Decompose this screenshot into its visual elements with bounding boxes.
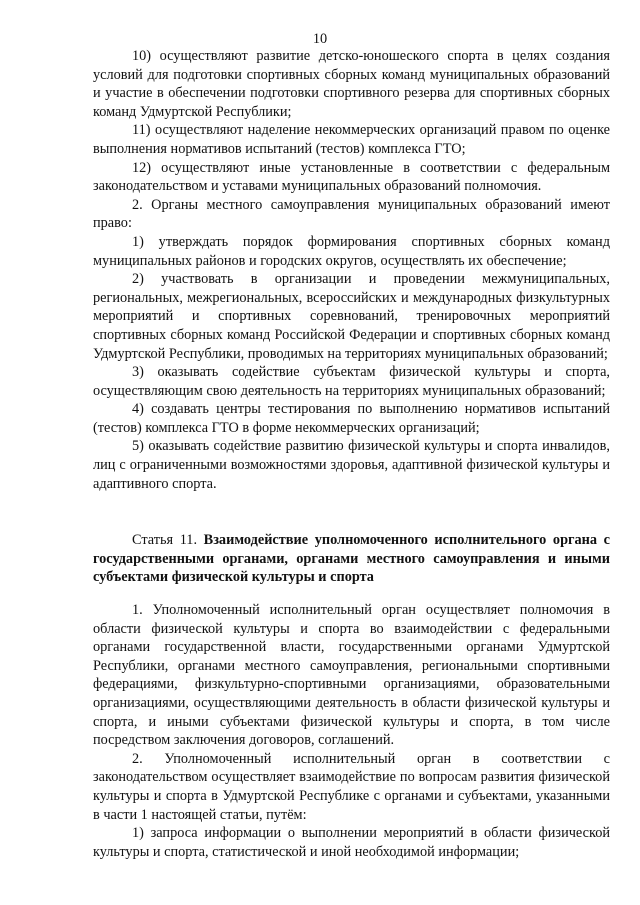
article-title: Взаимодействие уполномоченного исполнительного органа с государственными органами, органами местного самоуправления и иными субъектами физической культуры и спорта (93, 532, 611, 586)
article-label: Статья 11. (132, 532, 198, 548)
paragraph-part-2: 2. Органы местного самоуправления муниципальных образований имеют право: (93, 196, 610, 232)
article-paragraph-2: 2. Уполномоченный исполнительный орган в соответствии с законодательством осуществляет взаимодействие по вопросам развития физической культуры и спорта в Удмуртской Республике с органами и субъектами, указанными в части 1 настоящей статьи, путём: (93, 750, 610, 823)
article-heading-block (93, 531, 610, 587)
article-subitem-1: 1) запроса информации о выполнении мероприятий в области физической культуры и спорта, статистической и иной необходимой информации; (93, 825, 610, 860)
paragraph-item-10: 10) осуществляют развитие детско-юношеского спорта в целях создания условий для подготовки спортивных сборных команд муниципальных образований и участие в обеспечении подготовки спортивного резерва для спортивных сборных команд Удмуртской Республики; (93, 48, 610, 120)
law-items-block (93, 47, 610, 493)
article-paragraph-1: 1. Уполномоченный исполнительный орган осуществляет полномочия в области физической культуры и спорта во взаимодействии с федеральными органами государственной власти, государственными органами Удмуртской Республики, органами местного самоуправления, региональными спортивными федерациями, физкультурно-спортивными организациями, образовательными организациями, осуществляющими деятельность в области физической культуры и спорта, и иными субъектами физической культуры и спорта, в том числе посредством заключения договоров, соглашений. (93, 602, 610, 749)
paragraph-right-1: 1) утверждать порядок формирования спортивных сборных команд муниципальных районов и городских округов, осуществлять их обеспечение; (93, 233, 610, 269)
article-body-block (93, 601, 610, 861)
paragraph-right-5: 5) оказывать содействие развитию физической культуры и спорта инвалидов, лиц с ограниченными возможностями здоровья, адаптивной физической культуры и адаптивного спорта. (93, 438, 610, 492)
paragraph-item-12: 12) осуществляют иные установленные в соответствии с федеральным законодательством и уставами муниципальных образований полномочия. (93, 159, 610, 195)
paragraph-right-2: 2) участвовать в организации и проведении межмуниципальных, региональных, межрегиональных, всероссийских и международных физкультурных мероприятий и спортивных соревнований, тренировочных мероприятий спортивных сборных команд Российской Федерации и спортивных сборных команд Удмуртской Республики, проводимых на территориях муниципальных образований; (93, 271, 610, 362)
page-number: 10 (312, 31, 328, 47)
paragraph-right-4: 4) создавать центры тестирования по выполнению нормативов испытаний (тестов) комплекса ГТО в форме некоммерческих организаций; (93, 401, 610, 436)
paragraph-right-3: 3) оказывать содействие субъектам физической культуры и спорта, осуществляющим свою деятельность на территориях муниципальных образований; (93, 364, 610, 399)
article-heading (93, 531, 610, 587)
paragraph-item-11: 11) осуществляют наделение некоммерческих организаций правом по оценке выполнения нормативов испытаний (тестов) комплекса ГТО; (93, 122, 610, 157)
